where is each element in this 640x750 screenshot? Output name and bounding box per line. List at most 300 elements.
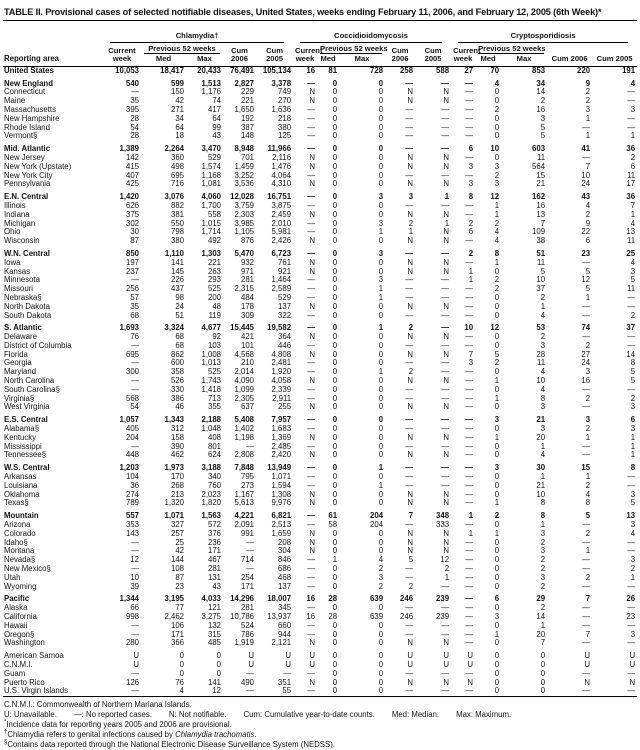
value-cell: — xyxy=(307,201,316,210)
table-row xyxy=(3,583,637,592)
value-cell: — xyxy=(441,311,450,320)
value-cell: 2,481 xyxy=(271,359,292,368)
value-cell: — xyxy=(465,171,474,180)
value-cell: 380 xyxy=(170,237,184,246)
value-cell: 0 xyxy=(494,368,500,377)
value-cell: — xyxy=(441,201,450,210)
value-cell: 137 xyxy=(278,582,292,591)
value-cell: 0 xyxy=(332,538,338,547)
value-cell: 0 xyxy=(378,669,384,678)
value-cell: — xyxy=(465,621,474,630)
value-cell: — xyxy=(582,639,591,648)
value-cell: 340 xyxy=(207,473,221,482)
table-row xyxy=(3,434,637,443)
value-cell: 0 xyxy=(540,678,546,687)
value-cell: 171 xyxy=(170,630,184,639)
value-cell: 5 xyxy=(540,267,546,276)
value-cell: — xyxy=(465,556,474,565)
value-cell: — xyxy=(582,302,591,311)
table-row xyxy=(3,132,637,141)
value-cell: 239 xyxy=(436,594,450,604)
value-cell: 395 xyxy=(125,105,139,114)
value-cell: 2 xyxy=(585,481,591,490)
value-cell: 15 xyxy=(581,463,591,473)
value-cell: N xyxy=(309,180,316,189)
reporting-area-cell: Illinois xyxy=(4,201,26,210)
value-cell: 6 xyxy=(468,228,474,237)
value-cell: 25 xyxy=(626,248,636,258)
value-cell: — xyxy=(627,547,636,556)
value-cell: 17 xyxy=(626,180,636,189)
value-cell: — xyxy=(465,123,474,132)
value-cell: — xyxy=(465,311,474,320)
value-cell: 12,028 xyxy=(230,192,254,202)
table-row xyxy=(3,359,637,368)
value-cell: 74 xyxy=(581,323,591,333)
value-cell: 0 xyxy=(494,556,500,565)
value-cell: N xyxy=(309,88,316,97)
value-cell: 921 xyxy=(278,267,292,276)
value-cell: 0 xyxy=(332,359,338,368)
value-cell: 0 xyxy=(332,368,338,377)
value-cell: 1 xyxy=(585,132,591,141)
col-header-cum-2005: Cum 2005 xyxy=(266,45,283,64)
value-cell: 1,693 xyxy=(119,323,139,333)
value-cell: N xyxy=(407,451,414,460)
value-cell: 23 xyxy=(581,248,591,258)
table-row xyxy=(3,670,637,679)
value-cell: 0 xyxy=(332,473,338,482)
value-cell: 108 xyxy=(170,565,184,574)
table-row xyxy=(3,539,637,548)
value-cell: — xyxy=(405,604,414,613)
value-cell: 0 xyxy=(332,341,338,350)
value-cell: 529 xyxy=(207,153,221,162)
table-row xyxy=(3,259,637,268)
value-cell: 4,060 xyxy=(201,192,221,202)
value-cell: — xyxy=(441,415,450,425)
value-cell: 24 xyxy=(175,302,184,311)
value-cell: 0 xyxy=(378,114,384,123)
value-cell: 0 xyxy=(378,499,384,508)
reporting-area-cell: W.N. Central xyxy=(4,248,50,258)
table-row xyxy=(3,622,637,631)
value-cell: — xyxy=(441,669,450,678)
value-cell: N xyxy=(443,267,450,276)
value-cell: 0 xyxy=(332,433,338,442)
value-cell: 1 xyxy=(494,433,500,442)
value-cell: 358 xyxy=(170,368,184,377)
value-cell: — xyxy=(405,630,414,639)
value-cell: N xyxy=(407,210,414,219)
value-cell: 390 xyxy=(170,442,184,451)
reporting-area-cell: Ohio xyxy=(4,228,21,237)
value-cell: — xyxy=(307,415,316,425)
value-cell: 70 xyxy=(490,66,500,75)
value-cell: 0 xyxy=(332,481,338,490)
value-cell: 315 xyxy=(207,630,221,639)
value-cell: 57 xyxy=(130,293,139,302)
value-cell: N xyxy=(309,162,316,171)
value-cell: — xyxy=(246,565,254,574)
value-cell: 1 xyxy=(494,210,500,219)
value-cell: — xyxy=(307,687,316,696)
value-cell: N xyxy=(407,267,414,276)
reporting-area-cell: Arkansas xyxy=(4,473,37,482)
value-cell: 2 xyxy=(408,323,414,333)
reporting-area-cell: Colorado xyxy=(4,529,36,538)
value-cell: 58 xyxy=(328,521,338,530)
value-cell: — xyxy=(307,511,316,521)
reporting-area-cell: Michigan xyxy=(4,219,36,228)
value-cell: 87 xyxy=(175,573,184,582)
value-cell: — xyxy=(441,293,450,302)
value-cell: N xyxy=(443,88,450,97)
table-row xyxy=(3,639,637,648)
value-cell: 448 xyxy=(125,451,139,460)
value-cell: 2,339 xyxy=(271,385,292,394)
value-cell: — xyxy=(131,687,139,696)
table-row xyxy=(3,276,637,285)
value-cell: 1,013 xyxy=(201,359,221,368)
value-cell: N xyxy=(309,403,316,412)
table-row xyxy=(3,88,637,97)
value-cell: 0 xyxy=(494,687,500,696)
value-cell: 27 xyxy=(464,66,474,75)
table-row xyxy=(3,154,637,163)
value-cell: 14 xyxy=(536,88,546,97)
value-cell: 76,491 xyxy=(230,66,254,75)
value-cell: 4 xyxy=(540,451,546,460)
value-cell: — xyxy=(405,669,414,678)
value-cell: 1,574 xyxy=(201,162,221,171)
value-cell: 0 xyxy=(216,660,221,669)
value-cell: 2 xyxy=(585,425,591,434)
table-row xyxy=(3,342,637,351)
value-cell: 3 xyxy=(585,415,591,425)
table-row xyxy=(3,631,637,640)
value-cell: 101 xyxy=(240,341,254,350)
value-cell: — xyxy=(627,481,636,490)
table-row xyxy=(3,285,637,294)
value-cell: — xyxy=(405,415,414,425)
value-cell: 3,536 xyxy=(234,180,254,189)
value-cell: 76 xyxy=(130,333,139,342)
value-cell: U xyxy=(309,651,316,661)
value-cell: 143 xyxy=(125,529,139,538)
value-cell: — xyxy=(441,359,450,368)
reporting-area-cell: Kansas xyxy=(4,267,31,276)
value-cell: 7 xyxy=(540,219,546,228)
value-cell: 0 xyxy=(378,105,384,114)
value-cell: 11,966 xyxy=(267,144,292,154)
value-cell: 192 xyxy=(240,114,254,123)
value-cell: 0 xyxy=(378,630,384,639)
value-cell: — xyxy=(307,132,316,141)
value-cell: 524 xyxy=(240,621,254,630)
value-cell: 846 xyxy=(278,556,292,565)
value-cell: 0 xyxy=(378,687,384,696)
legend-item: U: Unavailable. xyxy=(4,710,57,720)
value-cell: 204 xyxy=(370,521,384,530)
value-cell: 380 xyxy=(278,123,292,132)
value-cell: 0 xyxy=(332,463,338,473)
value-cell: 0 xyxy=(332,669,338,678)
value-cell: 271 xyxy=(170,105,184,114)
value-cell: 137 xyxy=(278,302,292,311)
reporting-area-cell: California xyxy=(4,613,37,621)
value-cell: 0 xyxy=(332,499,338,508)
value-cell: — xyxy=(441,368,450,377)
value-cell: 274 xyxy=(125,490,139,499)
value-cell: 1 xyxy=(378,323,384,333)
value-cell: 0 xyxy=(332,276,338,285)
value-cell: 105,134 xyxy=(262,66,292,75)
value-cell: 4 xyxy=(630,529,636,538)
value-cell: 5 xyxy=(630,276,636,285)
value-cell: 3,875 xyxy=(271,201,292,210)
value-cell: — xyxy=(582,451,591,460)
group-header-coccidioidomycosis: Coccidioidomycosis xyxy=(293,30,451,44)
value-cell: 0 xyxy=(378,88,384,97)
table-row xyxy=(3,648,637,661)
value-cell: 1 xyxy=(468,511,474,521)
value-cell: 255 xyxy=(278,403,292,412)
value-cell: — xyxy=(441,463,450,473)
value-cell: 1,320 xyxy=(164,499,184,508)
value-cell: 2 xyxy=(630,565,636,574)
value-cell: 2,513 xyxy=(271,521,292,530)
value-cell: 12 xyxy=(490,323,500,333)
value-cell: 0 xyxy=(494,123,500,132)
value-cell: — xyxy=(441,114,450,123)
value-cell: — xyxy=(441,248,450,258)
value-cell: — xyxy=(405,144,414,154)
value-cell: 0 xyxy=(378,210,384,219)
value-cell: — xyxy=(441,123,450,132)
value-cell: 2,462 xyxy=(164,613,184,621)
value-cell: — xyxy=(131,442,139,451)
value-cell: 0 xyxy=(332,201,338,210)
value-cell: 2,827 xyxy=(234,78,254,88)
value-cell: N xyxy=(309,210,316,219)
value-cell: 485 xyxy=(207,639,221,648)
table-row xyxy=(3,687,637,696)
value-cell: 421 xyxy=(240,333,254,342)
value-cell: 525 xyxy=(207,285,221,294)
value-cell: 0 xyxy=(216,669,221,678)
value-cell: N xyxy=(407,333,414,342)
value-cell: 1 xyxy=(494,201,500,210)
value-cell: 0 xyxy=(494,153,500,162)
reporting-area-cell: Virginia§ xyxy=(4,394,35,403)
value-cell: 9 xyxy=(585,78,591,88)
value-cell: 1 xyxy=(494,394,500,403)
value-cell: 1,344 xyxy=(119,594,139,604)
value-cell: 850 xyxy=(125,248,139,258)
value-cell: — xyxy=(582,565,591,574)
table-row xyxy=(3,547,637,556)
value-cell: N xyxy=(309,529,316,538)
value-cell: — xyxy=(131,276,139,285)
value-cell: 1,464 xyxy=(271,276,292,285)
value-cell: 0 xyxy=(332,248,338,258)
value-cell: 2 xyxy=(494,171,500,180)
value-cell: 3 xyxy=(630,267,636,276)
value-cell: 29 xyxy=(536,594,546,604)
table-row xyxy=(3,661,637,670)
value-cell: — xyxy=(441,105,450,114)
table-row xyxy=(3,66,637,75)
value-cell: — xyxy=(441,78,450,88)
value-cell: — xyxy=(307,425,316,434)
value-cell: — xyxy=(627,114,636,123)
value-cell: 695 xyxy=(170,171,184,180)
table-row xyxy=(3,591,637,604)
value-cell: 3 xyxy=(630,105,636,114)
value-cell: 0 xyxy=(332,442,338,451)
value-cell: — xyxy=(627,582,636,591)
value-cell: — xyxy=(465,153,474,162)
value-cell: 0 xyxy=(179,669,184,678)
value-cell: 2,010 xyxy=(271,219,292,228)
value-cell: 16 xyxy=(536,201,546,210)
value-cell: 258 xyxy=(400,66,414,75)
value-cell: 529 xyxy=(278,293,292,302)
value-cell: — xyxy=(307,394,316,403)
value-cell: — xyxy=(307,473,316,482)
value-cell: N xyxy=(443,499,450,508)
reporting-area-cell: District of Columbia xyxy=(4,341,72,350)
value-cell: 5 xyxy=(585,511,591,521)
value-cell: N xyxy=(443,258,450,267)
value-cell: 1,176 xyxy=(201,88,221,97)
value-cell: 7,957 xyxy=(271,415,292,425)
reporting-area-cell: U.S. Virgin Islands xyxy=(4,687,68,696)
reporting-area-cell: Nevada§ xyxy=(4,556,36,565)
value-cell: — xyxy=(465,425,474,434)
value-cell: 0 xyxy=(332,415,338,425)
value-cell: — xyxy=(405,621,414,630)
value-cell: 526 xyxy=(170,377,184,386)
value-cell: N xyxy=(407,547,414,556)
value-cell: 2 xyxy=(630,311,636,320)
value-cell: 1 xyxy=(468,529,474,538)
reporting-area-cell: North Carolina xyxy=(4,377,55,386)
value-cell: 220 xyxy=(577,66,591,75)
value-cell: 749 xyxy=(278,88,292,97)
value-cell: 3 xyxy=(468,180,474,189)
value-cell: 22 xyxy=(581,228,591,237)
value-cell: — xyxy=(465,394,474,403)
value-cell: 4,808 xyxy=(271,350,292,359)
value-cell: 141 xyxy=(170,258,184,267)
value-cell: — xyxy=(131,359,139,368)
value-cell: 0 xyxy=(378,153,384,162)
value-cell: 716 xyxy=(170,180,184,189)
value-cell: 268 xyxy=(170,481,184,490)
value-cell: 0 xyxy=(332,604,338,613)
table-row xyxy=(3,124,637,133)
table-header xyxy=(3,30,637,66)
table-row xyxy=(3,333,637,342)
value-cell: 490 xyxy=(240,678,254,687)
value-cell: 1 xyxy=(444,219,450,228)
value-cell: 0 xyxy=(332,639,338,648)
value-cell: 3 xyxy=(494,180,500,189)
footnote-section: §Contains data reported through the National Electronic Disease Surveillance System (NEDSS). xyxy=(4,739,335,750)
value-cell: 0 xyxy=(494,333,500,342)
value-cell: 1,071 xyxy=(164,511,184,521)
value-cell: — xyxy=(441,385,450,394)
value-cell: 5 xyxy=(630,368,636,377)
table-row xyxy=(3,211,637,220)
value-cell: — xyxy=(627,538,636,547)
value-cell: 1 xyxy=(444,573,450,582)
value-cell: 2 xyxy=(585,529,591,538)
reporting-area-cell: Vermont§ xyxy=(4,132,38,141)
value-cell: — xyxy=(441,394,450,403)
value-cell: 4 xyxy=(179,687,184,696)
value-cell: 1,343 xyxy=(164,415,184,425)
value-cell: 0 xyxy=(378,385,384,394)
value-cell: 5,470 xyxy=(234,248,254,258)
value-cell: — xyxy=(465,377,474,386)
value-cell: 364 xyxy=(278,333,292,342)
value-cell: 1,071 xyxy=(271,473,292,482)
value-cell: 0 xyxy=(332,105,338,114)
value-cell: — xyxy=(405,201,414,210)
value-cell: 3 xyxy=(378,276,384,285)
reporting-area-cell: Puerto Rico xyxy=(4,678,45,687)
value-cell: — xyxy=(307,573,316,582)
value-cell: — xyxy=(582,621,591,630)
value-cell: 6 xyxy=(630,415,636,425)
value-cell: 525 xyxy=(207,368,221,377)
table-row xyxy=(3,499,637,508)
value-cell: — xyxy=(307,359,316,368)
value-cell: 1 xyxy=(494,377,500,386)
value-cell: — xyxy=(441,481,450,490)
notifiable-diseases-table xyxy=(3,30,637,697)
value-cell: 0 xyxy=(332,293,338,302)
value-cell: 639 xyxy=(370,613,384,621)
value-cell: 998 xyxy=(125,613,139,621)
value-cell: — xyxy=(465,385,474,394)
value-cell: — xyxy=(307,521,316,530)
reporting-area-cell: North Dakota xyxy=(4,302,50,311)
value-cell: 3 xyxy=(630,403,636,412)
value-cell: 1,459 xyxy=(234,162,254,171)
value-cell: 246 xyxy=(400,613,414,621)
reporting-area-cell: E.S. Central xyxy=(4,415,48,425)
legend-item: Max: Maximum. xyxy=(456,710,512,720)
value-cell: 11 xyxy=(536,359,546,368)
value-cell: 76 xyxy=(175,678,184,687)
value-cell: 1,389 xyxy=(119,144,139,154)
value-cell: 0 xyxy=(332,97,338,106)
value-cell: 3,985 xyxy=(234,219,254,228)
value-cell: 492 xyxy=(207,237,221,246)
value-cell: 20 xyxy=(536,630,546,639)
value-cell: 2 xyxy=(378,565,384,574)
value-cell: 2,264 xyxy=(164,144,184,154)
value-cell: 1 xyxy=(378,228,384,237)
value-cell: 162 xyxy=(532,192,546,202)
value-cell: — xyxy=(465,78,474,88)
value-cell: 2 xyxy=(408,219,414,228)
value-cell: 34 xyxy=(536,78,546,88)
